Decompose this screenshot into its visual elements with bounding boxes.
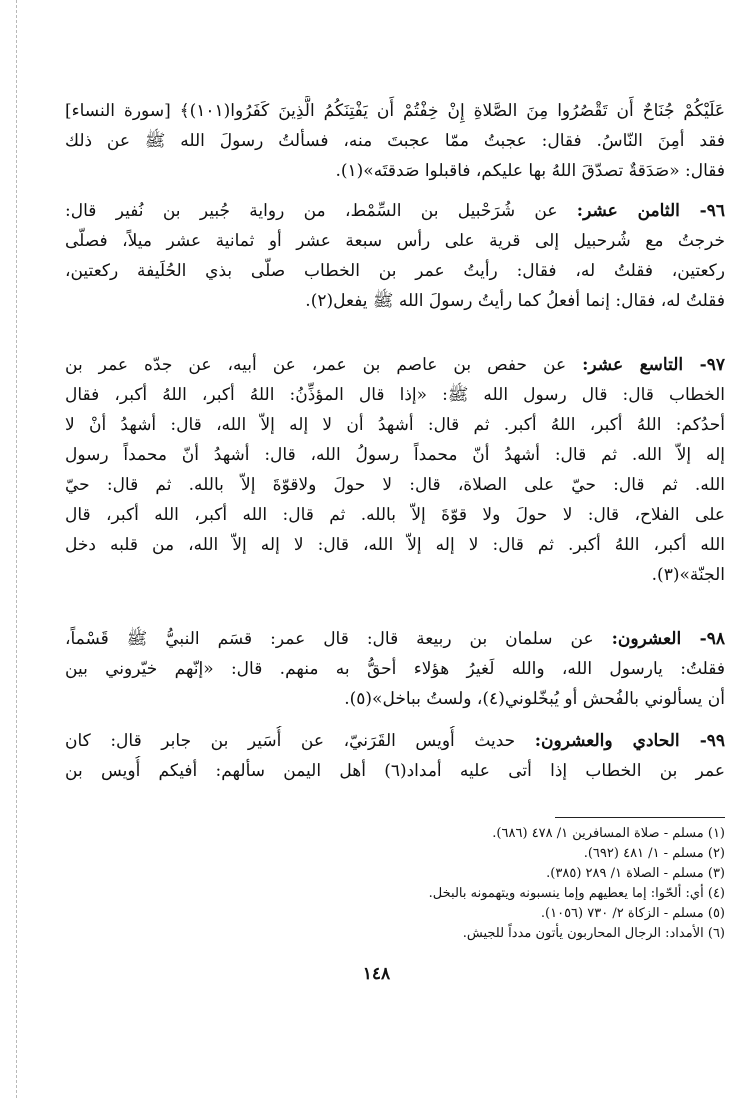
footnote-item: (١) مسلم - صلاة المسافرين ١/ ٤٧٨ (٦٨٦). [492, 826, 725, 841]
text-line [65, 624, 725, 654]
text-line: على الفلاح، قال: لا حولَ ولا قوّةَ إلاّ بالله. ثم قال: الله أكبر، الله أكبر، قال [65, 505, 725, 525]
text-span: عن شُرَحْبيل بن السِّمْط، من رواية جُبير بن نُفير قال: [65, 201, 558, 221]
text-line: عَلَيْكُمْ جُنَاحٌ أَن تَقْصُرُوا مِنَ الصَّلاةِ إِنْ خِفْتُمْ أَن يَفْتِنَكُمُ الَّذِينَ كَفَرُوا(١٠١)﴾ [سورة النساء] [65, 101, 725, 121]
text-line [65, 350, 725, 380]
footnote-separator [555, 817, 725, 818]
text-line: فقلتُ له، فقال: إنما أفعلُ كما رأيتُ رسولَ الله ﷺ يفعل(٢). [305, 291, 725, 311]
hadith-number: ٩٩- الحادي والعشرون: [534, 731, 725, 751]
footnotes [125, 824, 725, 944]
text-line: فقد أمِنَ النّاسُ. فقال: عجبتُ ممّا عجبتَ منه، فسألتُ رسولَ الله ﷺ عن ذلك [65, 131, 725, 151]
text-line: أحدُكم: اللهُ أكبر، اللهُ أكبر. ثم قال: أشهدُ أن لا إله إلاّ الله، قال: أشهدُ أنْ لا [65, 415, 725, 435]
paragraph-continuation [65, 96, 725, 186]
text-line: فقال: «صَدَقةٌ تصدّقَ اللهُ بها عليكم، فاقبلوا صَدقتَه»(١). [335, 161, 725, 181]
hadith-99 [65, 726, 725, 786]
footnote-item: (٤) أي: ألحّوا: إما يعطيهم وإما ينسبونه ويتهمونه بالبخل. [428, 886, 725, 901]
text-line: عمر بن الخطاب إذا أتى عليه أمداد(٦) أهل اليمن سألهم: أفيكم أُويس بن [65, 761, 725, 781]
page-number: ١٤٨ [362, 964, 391, 984]
hadith-98 [65, 624, 725, 714]
text-span: عن سلمان بن ربيعة قال: قال عمر: قسَم النبيُّ ﷺ قَسْماً، [65, 629, 594, 649]
page-gutter-line [16, 0, 17, 1098]
hadith-number: ٩٧- التاسع عشر: [582, 355, 725, 375]
text-line [65, 196, 725, 226]
hadith-96 [65, 196, 725, 316]
text-line: خرجتُ مع شُرحبيل إلى قرية على رأس سبعة عشر أو ثمانية عشر ميلاً، فصلّى [65, 231, 725, 251]
footnote-item: (٥) مسلم - الزكاة ٢/ ٧٣٠ (١٠٥٦). [540, 906, 725, 921]
footnote-item: (٦) الأمداد: الرجال المحاربون يأتون مدداً للجيش. [462, 926, 725, 941]
footnote-item: (٣) مسلم - الصلاة ١/ ٢٨٩ (٣٨٥). [546, 866, 725, 881]
text-span: حديث أُويس القَرَنيّ، عن أُسَير بن جابر قال: كان [65, 731, 516, 751]
text-line: الله أكبر، اللهُ أكبر. ثم قال: لا إله إلاّ الله، قال: لا إله إلاّ الله، من قلبه دخل [65, 535, 725, 555]
hadith-number: ٩٨- العشرون: [611, 629, 725, 649]
text-line: ركعتين، فقلتُ له، فقال: رأيتُ عمر بن الخطاب صلّى بذي الحُلَيفة ركعتين، [65, 261, 725, 281]
text-line: فقلتُ: يارسول الله، والله لَغيرُ هؤلاء أحقُّ به منهم. قال: «إنّهم خيّروني بين [65, 659, 725, 679]
hadith-number: ٩٦- الثامن عشر: [576, 201, 725, 221]
text-line: الجنّة»(٣). [651, 565, 725, 585]
text-line: الله. ثم قال: حيّ على الصلاة، قال: لا حولَ ولاقوّةَ إلاّ بالله. ثم قال: حيّ [65, 475, 725, 495]
footnote-item: (٢) مسلم - ١/ ٤٨١ (٦٩٢). [583, 846, 725, 861]
text-line: إله إلاّ الله. ثم قال: أشهدُ أنّ محمداً رسولُ الله، قال: أشهدُ أنّ محمداً رسول [65, 445, 725, 465]
hadith-97 [65, 350, 725, 590]
text-line: الخطاب قال: قال رسول الله ﷺ: «إذا قال المؤذِّنُ: اللهُ أكبر، اللهُ أكبر، فقال [65, 385, 725, 405]
text-span: عن حفص بن عاصم بن عمر، عن أبيه، عن جدّه عمر بن [65, 355, 567, 375]
text-line: أن يسألوني بالفُحش أو يُبخّلوني(٤)، ولستُ بباخل»(٥). [344, 689, 725, 709]
text-line [65, 726, 725, 756]
